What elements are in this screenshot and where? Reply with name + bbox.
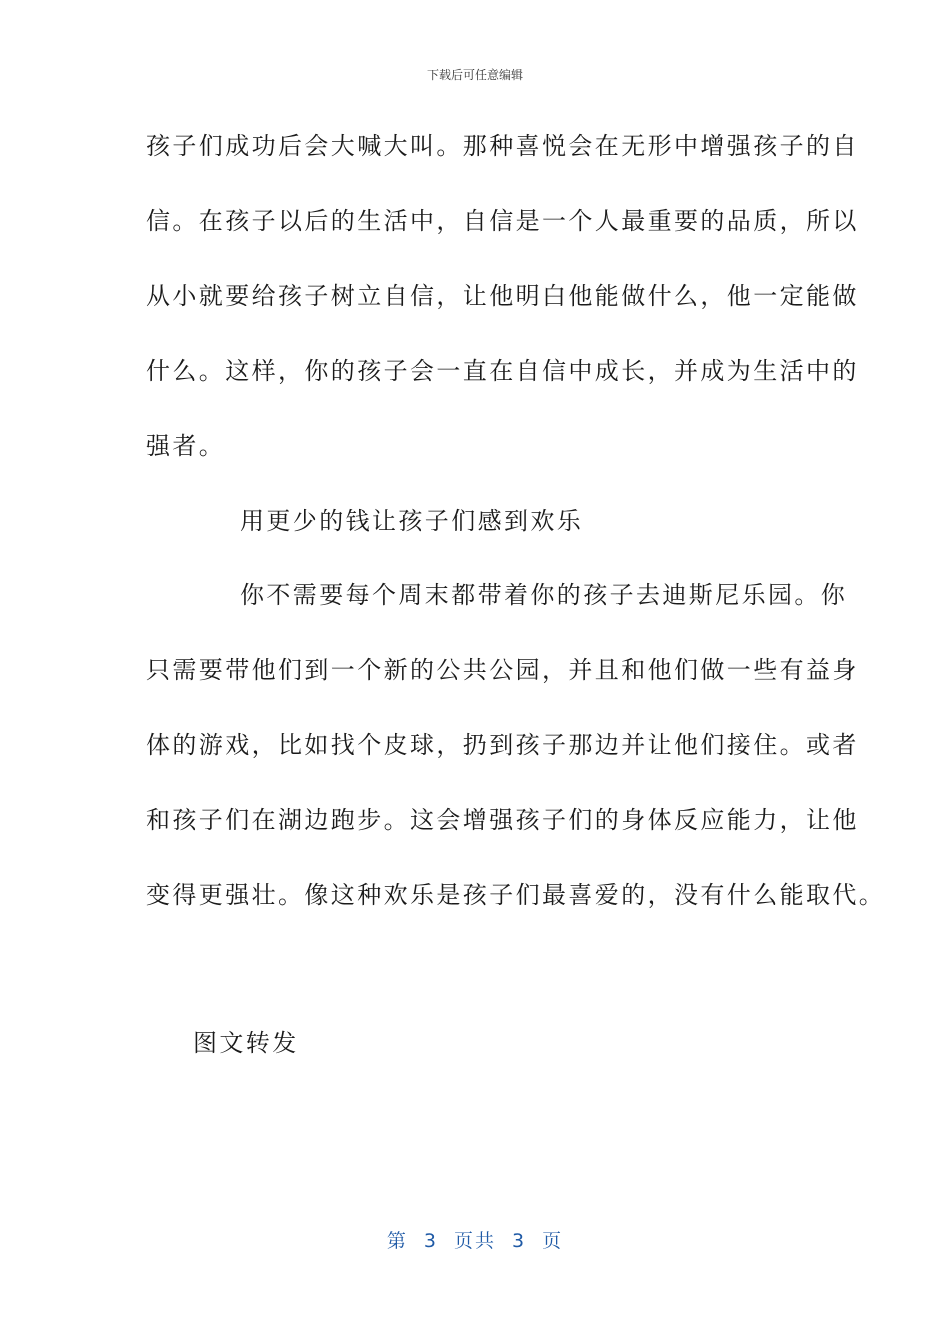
section-heading: 用更少的钱让孩子们感到欢乐 xyxy=(240,507,584,535)
para2-first-line: 你不需要每个周末都带着你的孩子去迪斯尼乐园。你 xyxy=(240,581,848,609)
body-line-4: 什么。这样，你的孩子会一直在自信中成长，并成为生活中的 xyxy=(146,357,859,385)
footer-prefix: 第 xyxy=(386,1230,408,1252)
body-line-5: 强者。 xyxy=(146,432,226,460)
page-footer xyxy=(0,1226,950,1253)
signature: 图文转发 xyxy=(193,1029,299,1057)
footer-page-number: 3 xyxy=(423,1230,438,1252)
footer-suffix: 页 xyxy=(542,1230,564,1252)
body-line-1: 孩子们成功后会大喊大叫。那种喜悦会在无形中增强孩子的自 xyxy=(146,132,859,160)
para2-line-4: 变得更强壮。像这种欢乐是孩子们最喜爱的，没有什么能取代。 xyxy=(146,881,886,909)
para2-line-3: 和孩子们在湖边跑步。这会增强孩子们的身体反应能力，让他 xyxy=(146,806,859,834)
footer-middle: 页共 xyxy=(453,1230,496,1252)
para2-line-1: 只需要带他们到一个新的公共公园，并且和他们做一些有益身 xyxy=(146,656,859,684)
body-line-2: 信。在孩子以后的生活中，自信是一个人最重要的品质，所以 xyxy=(146,207,859,235)
body-line-3: 从小就要给孩子树立自信，让他明白他能做什么，他一定能做 xyxy=(146,282,859,310)
header-note: 下载后可任意编辑 xyxy=(426,68,523,82)
footer-total-pages: 3 xyxy=(512,1230,527,1252)
para2-line-2: 体的游戏，比如找个皮球，扔到孩子那边并让他们接住。或者 xyxy=(146,731,859,759)
